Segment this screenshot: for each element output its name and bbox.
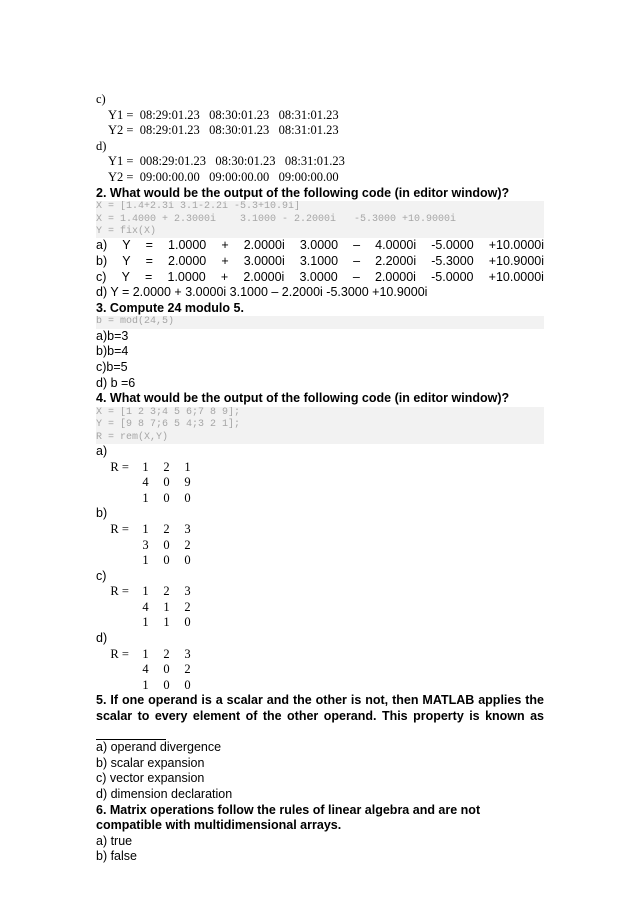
code-line: X = 1.4000 + 2.3000i 3.1000 - 2.2000i -5.3000 +10.9000i — [96, 213, 457, 225]
option-token: +10.0000i — [488, 269, 544, 284]
question-5-option-b: b) scalar expansion — [96, 755, 205, 770]
option-token: + — [221, 238, 229, 253]
matrix-cell: 1 — [184, 459, 191, 474]
matrix-row — [96, 647, 544, 663]
matrix-cell: 3 — [184, 521, 191, 536]
option-token: +10.0000i — [488, 238, 544, 253]
question-3-title: 3. Compute 24 modulo 5. — [96, 300, 244, 315]
result-matrix — [96, 584, 544, 631]
question-4-option-label: c) — [96, 568, 107, 583]
matrix-indent — [96, 475, 135, 491]
matrix-cell: 0 — [163, 537, 170, 552]
question-3-code: b = mod(24,5) — [96, 316, 544, 328]
matrix-cell: 0 — [184, 553, 191, 568]
matrix-cell: 3 — [184, 584, 191, 599]
question-4-options — [96, 444, 544, 694]
document-page — [96, 92, 544, 865]
matrix-cell: 2 — [163, 521, 170, 536]
option-token: Y — [121, 269, 130, 284]
option-token: 3.0000i — [243, 253, 285, 268]
matrix-cell: 2 — [184, 537, 191, 552]
result-matrix — [96, 647, 544, 694]
matrix-cell: 4 — [142, 475, 149, 490]
option-token: + — [220, 269, 229, 284]
option-token: Y — [122, 238, 131, 253]
matrix-cell: 1 — [163, 615, 170, 630]
question-2-option-row — [96, 238, 544, 254]
code-line: X = [1.4+2.3i 3.1-2.2i -5.3+10.9i] — [96, 201, 301, 213]
option-token: 3.1000 — [299, 253, 339, 268]
option-token: – — [353, 238, 361, 253]
matrix-indent — [96, 553, 135, 569]
result-matrix — [96, 522, 544, 569]
option-c-y1: Y1 = 08:29:01.23 08:30:01.23 08:31:01.23 — [108, 107, 339, 122]
matrix-row — [96, 678, 544, 694]
matrix-row — [96, 491, 544, 507]
option-d-y1: Y1 = 008:29:01.23 08:30:01.23 08:31:01.23 — [108, 154, 345, 169]
question-3-option-b: b)b=4 — [96, 344, 129, 359]
answer-blank — [96, 726, 166, 740]
question-2-title: 2. What would be the output of the following code (in editor window)? — [96, 185, 510, 200]
option-token: 4.0000i — [375, 238, 417, 253]
code-line: R = rem(X,Y) — [96, 431, 169, 443]
matrix-name: R = — [110, 521, 132, 536]
question-6-option-b: b) false — [96, 849, 137, 864]
option-token: 2.0000 — [168, 253, 207, 268]
matrix-cell: 0 — [163, 553, 170, 568]
matrix-cell: 2 — [163, 459, 170, 474]
matrix-row — [96, 615, 544, 631]
matrix-row — [96, 600, 544, 616]
question-5-title — [96, 693, 544, 740]
code-line: X = [1 2 3;4 5 6;7 8 9]; — [96, 406, 241, 418]
question-4-code — [96, 407, 544, 444]
matrix-indent — [96, 538, 135, 554]
matrix-cell: 2 — [184, 662, 191, 677]
option-token: 2.0000i — [374, 269, 416, 284]
question-5-text: 5. If one operand is a scalar and the other is not, then MATLAB applies the scalar to every element of the other operand. This property is known as — [96, 693, 544, 724]
question-2-option-row — [96, 270, 544, 286]
option-token: = — [145, 238, 153, 253]
matrix-cell: 4 — [142, 599, 149, 614]
option-token: b) — [96, 253, 108, 268]
option-token: = — [145, 253, 153, 268]
question-3-option-a: a)b=3 — [96, 328, 129, 343]
option-token: 1.0000 — [167, 269, 206, 284]
code-line: Y = [9 8 7;6 5 4;3 2 1]; — [96, 419, 241, 431]
question-5-option-a: a) operand divergence — [96, 740, 222, 755]
matrix-cell: 3 — [184, 646, 191, 661]
code-line: Y = fix(X) — [96, 225, 157, 237]
matrix-row — [96, 584, 544, 600]
option-token: 1.0000 — [168, 238, 207, 253]
matrix-indent — [96, 600, 135, 616]
matrix-cell: 0 — [184, 490, 191, 505]
option-token: a) — [96, 238, 108, 253]
result-matrix — [96, 460, 544, 507]
option-token: 3.0000 — [299, 269, 338, 284]
question-6-title: 6. Matrix operations follow the rules of linear algebra and are not compatible with multidimensional arrays. — [96, 802, 481, 833]
matrix-cell: 1 — [142, 615, 149, 630]
option-token: -5.0000 — [431, 238, 474, 253]
question-4-title: 4. What would be the output of the following code (in editor window)? — [96, 391, 510, 406]
matrix-cell: 0 — [163, 475, 170, 490]
question-2-code — [96, 201, 544, 238]
option-token: -5.3000 — [431, 253, 474, 268]
matrix-cell: 3 — [142, 537, 149, 552]
question-6-option-a: a) true — [96, 833, 133, 848]
question-4-option-label: a) — [96, 443, 108, 458]
option-token: +10.9000i — [488, 253, 544, 268]
matrix-cell: 2 — [163, 584, 170, 599]
option-token: 2.2000i — [375, 253, 417, 268]
matrix-cell: 4 — [142, 662, 149, 677]
matrix-cell: 0 — [163, 662, 170, 677]
matrix-row — [96, 522, 544, 538]
matrix-cell: 1 — [142, 459, 149, 474]
matrix-cell: 0 — [163, 490, 170, 505]
option-token: = — [145, 269, 153, 284]
matrix-indent — [96, 662, 135, 678]
matrix-cell: 0 — [184, 677, 191, 692]
option-d-label: d) — [96, 138, 107, 153]
question-2-option-d: d) Y = 2.0000 + 3.0000i 3.1000 – 2.2000i -5.3000 +10.9000i — [96, 285, 428, 300]
matrix-indent — [96, 491, 135, 507]
question-4-option-label: d) — [96, 631, 108, 646]
matrix-cell: 1 — [142, 521, 149, 536]
matrix-indent — [96, 615, 135, 631]
option-d-y2: Y2 = 09:00:00.00 09:00:00.00 09:00:00.00 — [108, 169, 339, 184]
matrix-name: R = — [110, 646, 132, 661]
matrix-cell: 2 — [184, 599, 191, 614]
question-3-option-c: c)b=5 — [96, 359, 128, 374]
matrix-row — [96, 460, 544, 476]
matrix-indent — [96, 678, 135, 694]
matrix-cell: 1 — [142, 646, 149, 661]
matrix-row — [96, 553, 544, 569]
option-token: + — [221, 253, 229, 268]
matrix-cell: 1 — [142, 490, 149, 505]
matrix-cell: 1 — [142, 553, 149, 568]
matrix-cell: 1 — [142, 584, 149, 599]
option-token: Y — [122, 253, 131, 268]
option-token: 2.0000i — [243, 269, 285, 284]
question-4-option-label: b) — [96, 506, 108, 521]
question-2-options — [96, 238, 544, 285]
matrix-row — [96, 662, 544, 678]
option-token: -5.0000 — [431, 269, 474, 284]
matrix-cell: 0 — [184, 615, 191, 630]
matrix-row — [96, 538, 544, 554]
matrix-cell: 0 — [163, 677, 170, 692]
option-token: 3.0000 — [299, 238, 339, 253]
option-token: c) — [96, 269, 107, 284]
matrix-row — [96, 475, 544, 491]
question-2-option-row — [96, 254, 544, 270]
question-5-option-d: d) dimension declaration — [96, 787, 233, 801]
matrix-cell: 9 — [184, 475, 191, 490]
option-c-label: c) — [96, 92, 106, 106]
question-3-option-d: d) b =6 — [96, 375, 136, 390]
matrix-name: R = — [110, 584, 132, 599]
option-token: 2.0000i — [243, 238, 285, 253]
option-token: – — [352, 269, 360, 284]
matrix-cell: 1 — [163, 599, 170, 614]
option-token: – — [353, 253, 361, 268]
question-5-option-c: c) vector expansion — [96, 771, 205, 786]
option-c-y2: Y2 = 08:29:01.23 08:30:01.23 08:31:01.23 — [108, 123, 339, 138]
matrix-name: R = — [110, 459, 132, 474]
matrix-cell: 2 — [163, 646, 170, 661]
matrix-cell: 1 — [142, 677, 149, 692]
